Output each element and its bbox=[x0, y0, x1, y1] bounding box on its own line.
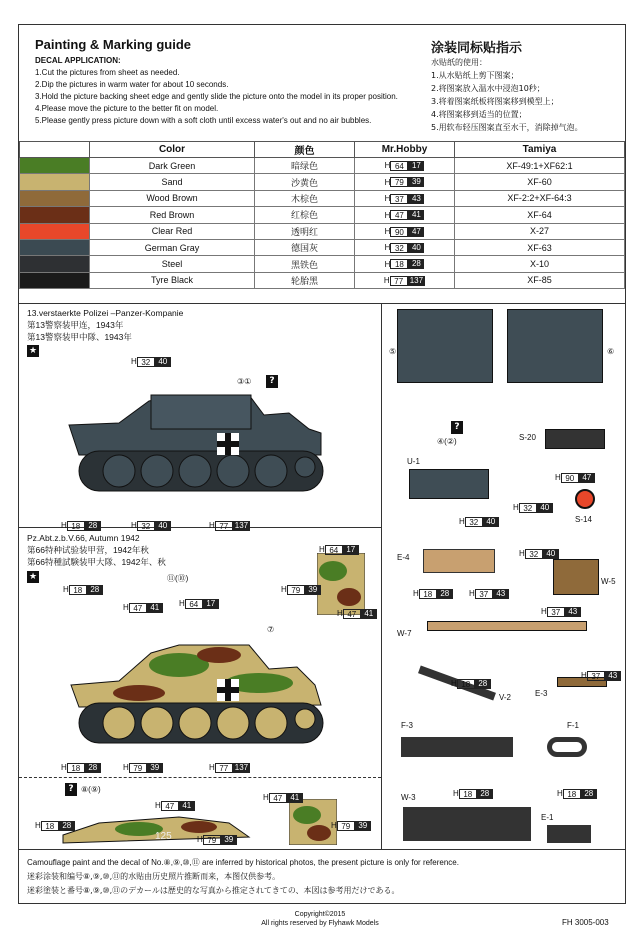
balkenkreuz-icon bbox=[217, 433, 239, 455]
part-e1-shape bbox=[547, 825, 591, 843]
color-name-cn: 轮胎黑 bbox=[255, 272, 355, 288]
col-cn: 颜色 bbox=[255, 142, 355, 158]
color-name-cn: 德国灰 bbox=[255, 239, 355, 255]
part-u1: U-1 bbox=[407, 457, 420, 466]
decal-cn-heading: 水贴纸的使用： bbox=[431, 58, 487, 67]
callout-5: ⑤ bbox=[389, 347, 397, 356]
part-e4-shape bbox=[423, 549, 495, 573]
color-name-cn: 沙黄色 bbox=[255, 174, 355, 190]
paint-code-callout: H 18 28 bbox=[557, 781, 597, 800]
paint-row bbox=[20, 239, 625, 255]
unknown-mark-icon: ? bbox=[65, 783, 77, 796]
paint-row bbox=[20, 158, 625, 174]
part-f1-shape bbox=[547, 737, 587, 757]
paint-row bbox=[20, 223, 625, 239]
paint-code-callout: H 77 137 bbox=[209, 520, 249, 531]
mrhobby-code: H 47 41 bbox=[355, 207, 455, 223]
steps-en bbox=[35, 67, 415, 127]
mrhobby-code: H 64 17 bbox=[355, 158, 455, 174]
star-icon: ★ bbox=[28, 346, 38, 356]
step-cn: 4.将图案移到适当的位置； bbox=[431, 110, 527, 119]
paint-code-callout: H 79 39 bbox=[123, 755, 163, 774]
paint-code-callout: H 32 40 bbox=[513, 495, 553, 514]
paint-code-callout: H 32 40 bbox=[519, 541, 559, 560]
rear-view bbox=[397, 309, 493, 383]
sec2-cn1: 第66特种试验装甲营，1942年秋 bbox=[27, 545, 149, 555]
color-swatch bbox=[20, 207, 90, 223]
part-w7: W-7 bbox=[397, 629, 412, 638]
paint-row bbox=[20, 174, 625, 190]
part-e4: E-4 bbox=[397, 553, 410, 562]
col-color: Color bbox=[90, 142, 255, 158]
part-s14-shape bbox=[575, 489, 595, 509]
mrhobby-code: H 77 137 bbox=[355, 272, 455, 288]
paint-code-callout: H 37 43 bbox=[581, 663, 621, 682]
step-cn: 3.将着图案纸板将图案移到模型上； bbox=[431, 97, 559, 106]
part-e1: E-1 bbox=[541, 813, 554, 822]
paint-row bbox=[20, 256, 625, 272]
paint-code-callout: H 47 41 bbox=[155, 793, 195, 812]
tamiya-code: XF-60 bbox=[455, 174, 625, 190]
paint-code-callout: H 18 28 bbox=[35, 813, 75, 832]
step-en: 3.Hold the picture backing sheet edge and gently slide the picture onto the model in its proper position. bbox=[35, 92, 398, 101]
paint-code-callout: H 79 39 bbox=[331, 813, 371, 832]
front-view bbox=[507, 309, 603, 383]
part-f3-shape bbox=[401, 737, 513, 757]
color-swatch bbox=[20, 190, 90, 206]
col-tamiya: Tamiya bbox=[455, 142, 625, 158]
paint-row bbox=[20, 190, 625, 206]
color-swatch bbox=[20, 174, 90, 190]
paint-table bbox=[19, 141, 625, 289]
tank-camo-side bbox=[59, 605, 359, 755]
tamiya-code: XF-49:1+XF62:1 bbox=[455, 158, 625, 174]
color-name: Red Brown bbox=[90, 207, 255, 223]
guide-title-en: Painting & Marking guide bbox=[35, 37, 192, 52]
marking-callout: ⑦ bbox=[267, 625, 275, 634]
decal-app-heading: DECAL APPLICATION: bbox=[35, 56, 121, 65]
paint-code-callout: H 37 43 bbox=[469, 581, 509, 600]
paint-code-callout: H 32 40 bbox=[459, 509, 499, 528]
step-en: 2.Dip the pictures in warm water for about 10 seconds. bbox=[35, 80, 229, 89]
part-f1: F-1 bbox=[567, 721, 579, 730]
turret-number: 125 bbox=[155, 831, 172, 842]
instruction-sheet bbox=[18, 24, 626, 904]
unknown-mark-icon: ? bbox=[266, 375, 278, 388]
mrhobby-code: H 37 43 bbox=[355, 190, 455, 206]
paint-code-callout: H 47 41 bbox=[123, 595, 163, 614]
color-swatch bbox=[20, 223, 90, 239]
paint-code-callout: H 18 28 bbox=[63, 577, 103, 596]
tamiya-code: XF-64 bbox=[455, 207, 625, 223]
paint-code-callout: H 77 137 bbox=[209, 762, 249, 773]
marking-callout: ⑪(⑩) bbox=[167, 574, 189, 583]
steps-cn bbox=[431, 56, 621, 134]
paint-code-callout: H 18 28 bbox=[451, 671, 491, 690]
callout-6: ⑥ bbox=[607, 347, 615, 356]
paint-code-callout: H 79 39 bbox=[197, 827, 237, 846]
mrhobby-code: H 18 28 bbox=[355, 256, 455, 272]
color-swatch bbox=[20, 158, 90, 174]
footer-jp: 迷彩塗装と番号⑧,⑨,⑩,⑪のデカールは歴史的な写真から推定されてきての、本図は参考用だけである。 bbox=[27, 886, 400, 895]
copyright-line1: Copyright©2015 bbox=[294, 911, 346, 918]
paint-code-callout: H 47 41 bbox=[337, 601, 377, 620]
paint-row bbox=[20, 207, 625, 223]
col-mrhobby: Mr.Hobby bbox=[355, 142, 455, 158]
sec1-title: 13.verstaerkte Polizei –Panzer-Kompanie bbox=[27, 308, 184, 318]
paint-code-callout: H 90 47 bbox=[555, 465, 595, 484]
step-en: 4.Please move the picture to the better fit on model. bbox=[35, 104, 219, 113]
part-w7-shape bbox=[427, 621, 587, 631]
paint-code-callout: H 47 41 bbox=[263, 785, 303, 804]
color-swatch bbox=[20, 239, 90, 255]
paint-code-callout: H 37 43 bbox=[541, 599, 581, 618]
mrhobby-code: H 32 40 bbox=[355, 239, 455, 255]
color-name: Dark Green bbox=[90, 158, 255, 174]
step-cn: 2.将图案放入温水中浸泡10秒； bbox=[431, 84, 545, 93]
color-swatch bbox=[20, 272, 90, 288]
part-s14: S-14 bbox=[575, 515, 592, 524]
paint-code-callout: H 32 40 bbox=[131, 513, 171, 532]
sec1-cn2: 第13警察装甲中隊、1943年 bbox=[27, 332, 132, 342]
color-name-cn: 红棕色 bbox=[255, 207, 355, 223]
paint-code-callout: H 32 40 bbox=[131, 349, 171, 368]
step-en: 5.Please gently press picture down with a soft cloth until excess water's out and no air bubbles. bbox=[35, 116, 372, 125]
part-w3: W-3 bbox=[401, 793, 416, 802]
marking-callout: ③① bbox=[237, 377, 252, 386]
tamiya-code: XF-63 bbox=[455, 239, 625, 255]
tamiya-code: X-10 bbox=[455, 256, 625, 272]
part-w5-shape bbox=[553, 559, 599, 595]
tank-gray-side bbox=[59, 355, 359, 505]
color-name: Sand bbox=[90, 174, 255, 190]
sheet-code: FH 3005-003 bbox=[562, 918, 609, 927]
part-e3: E-3 bbox=[535, 689, 548, 698]
part-f3: F-3 bbox=[401, 721, 413, 730]
star-icon: ★ bbox=[28, 572, 38, 582]
color-name-cn: 木棕色 bbox=[255, 190, 355, 206]
part-u1-shape bbox=[409, 469, 489, 499]
color-name: Tyre Black bbox=[90, 272, 255, 288]
footer-en: Camouflage paint and the decal of No.⑧,⑨,⑩,⑪ are inferred by historical photos, the present picture is only for reference. bbox=[27, 858, 459, 867]
sec2-cn2: 第66特種試験装甲大隊、1942年、秋 bbox=[27, 557, 166, 567]
mrhobby-code: H 79 39 bbox=[355, 174, 455, 190]
unknown-mark-icon: ? bbox=[451, 421, 463, 434]
part-w3-shape bbox=[403, 807, 531, 841]
color-name: Clear Red bbox=[90, 223, 255, 239]
copyright-line2: All rights reserved by Flyhawk Models bbox=[261, 920, 379, 927]
marking-callout: ⑧(⑨) bbox=[81, 785, 101, 794]
paint-code-callout: H 64 17 bbox=[319, 537, 359, 556]
color-name-cn: 黑铁色 bbox=[255, 256, 355, 272]
paint-code-callout: H 18 28 bbox=[413, 581, 453, 600]
color-name-cn: 透明红 bbox=[255, 223, 355, 239]
step-cn: 1.从水贴纸上剪下图案； bbox=[431, 71, 519, 80]
paint-code-callout: H 79 39 bbox=[281, 577, 321, 596]
color-name: German Gray bbox=[90, 239, 255, 255]
color-swatch bbox=[20, 256, 90, 272]
color-name: Wood Brown bbox=[90, 190, 255, 206]
part-v2: V-2 bbox=[499, 693, 512, 702]
paint-code-callout: H 18 28 bbox=[61, 513, 101, 532]
part-w5: W-5 bbox=[601, 577, 616, 586]
balkenkreuz-icon bbox=[217, 679, 239, 701]
color-name-cn: 暗绿色 bbox=[255, 158, 355, 174]
callout-4: ④(②) bbox=[437, 437, 457, 446]
tamiya-code: XF-85 bbox=[455, 272, 625, 288]
tamiya-code: XF-2:2+XF-64:3 bbox=[455, 190, 625, 206]
tamiya-code: X-27 bbox=[455, 223, 625, 239]
step-cn: 5.用软布轻压图案直至水干，消除掉气泡。 bbox=[431, 123, 583, 132]
camo-swatch-2 bbox=[289, 799, 337, 845]
mrhobby-code: H 90 47 bbox=[355, 223, 455, 239]
copyright bbox=[0, 910, 640, 928]
part-s20-shape bbox=[545, 429, 605, 449]
paint-code-callout: H 18 28 bbox=[61, 755, 101, 774]
part-s20: S-20 bbox=[519, 433, 536, 442]
step-en: 1.Cut the pictures from sheet as needed. bbox=[35, 68, 180, 77]
footer-cn: 迷彩涂装和编号⑧,⑨,⑩,⑪的水贴由历史照片推断而来，本图仅供参考。 bbox=[27, 872, 281, 881]
paint-code-callout: H 18 28 bbox=[453, 781, 493, 800]
guide-title-cn: 涂装同标贴指示 bbox=[431, 41, 523, 56]
paint-code-callout: H 64 17 bbox=[179, 591, 219, 610]
sec1-cn1: 第13警察装甲连，1943年 bbox=[27, 320, 124, 330]
paint-row bbox=[20, 272, 625, 288]
sec2-title: Pz.Abt.z.b.V.66, Autumn 1942 bbox=[27, 533, 140, 543]
color-name: Steel bbox=[90, 256, 255, 272]
